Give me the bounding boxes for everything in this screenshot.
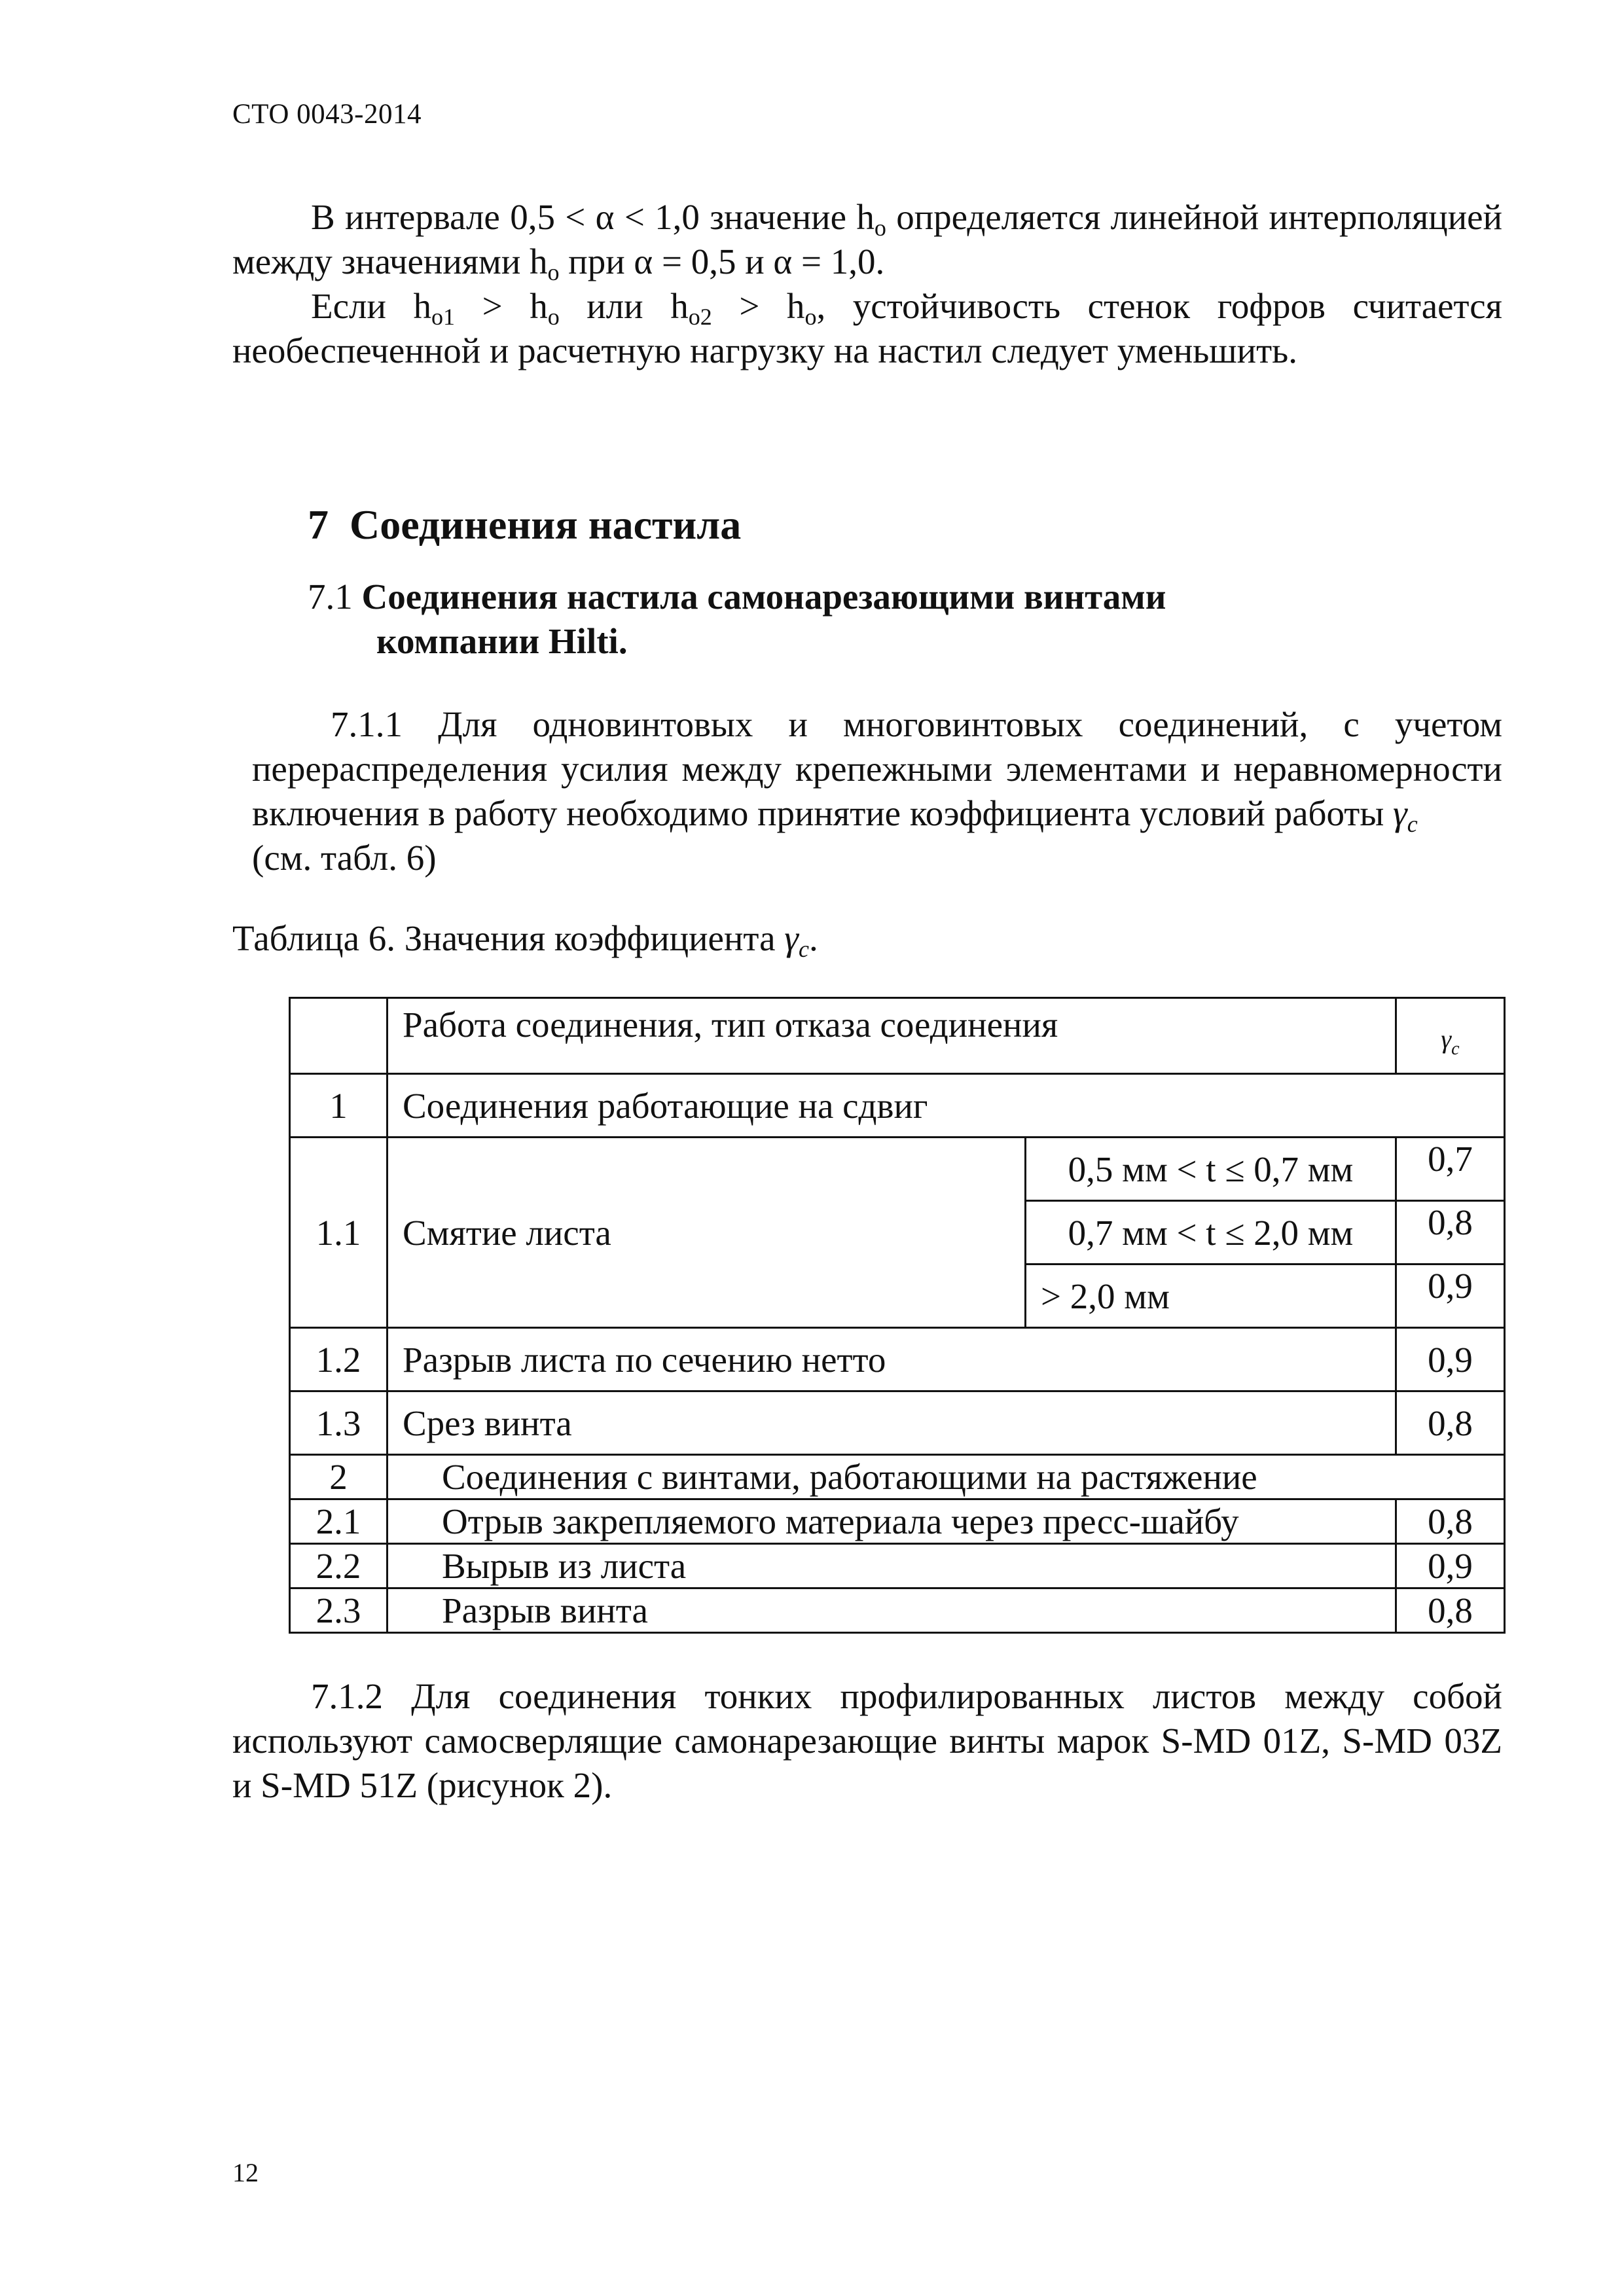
- table-row: 1.2 Разрыв листа по сечению нетто 0,9: [290, 1328, 1505, 1391]
- section-heading: 7 Соединения настила: [308, 501, 742, 548]
- page-number: 12: [232, 2158, 259, 2187]
- table-row: 1.1 Смятие листа 0,5 мм < t ≤ 0,7 мм 0,7: [290, 1138, 1505, 1201]
- table-row: 2.1 Отрыв закрепляемого материала через пресс-шайбу 0,8: [290, 1499, 1505, 1544]
- paragraph-7-1-1: 7.1.1 Для одновинтовых и многовинтовых соединений, с учетом перераспределения усилия между крепежными элементами и неравномерности включения в работу необходимо принятие коэффициента условий работы $\gamma_c$ (см. табл. 6): [252, 704, 1502, 878]
- table-header-work: Работа соединения, тип отказа соединения: [388, 998, 1396, 1074]
- subsection-heading: 7.1 Соединения настила самонарезающими винтами: [308, 577, 1166, 617]
- table-row: 2.2 Вырыв из листа 0,9: [290, 1544, 1505, 1588]
- table-row: 1 Соединения работающие на сдвиг: [290, 1074, 1505, 1138]
- table-header-num: [290, 998, 388, 1074]
- document-code: СТО 0043-2014: [232, 99, 422, 130]
- paragraph-interpolation: В интервале 0,5 < α < 1,0 значение $h_o$ определяется линейной интерполяцией между значениями $h_o$ при α = 0,5 и α = 1,0.: [232, 197, 1502, 285]
- subsection-heading-line2: компании Hilti.: [376, 621, 628, 661]
- table-header-row: [290, 998, 1505, 1074]
- paragraph-stability: Если $h_{o1} > h_o$ или $h_{o2} > h_o$, устойчивость стенок гофров считается необеспеченной и расчетную нагрузку на настил следует уменьшить.: [232, 286, 1502, 370]
- paragraph-7-1-2: 7.1.2 Для соединения тонких профилированных листов между собой используют самосверлящие самонарезающие винты марок S-MD 01Z, S-MD 03Z и S-MD 51Z (рисунок 2).: [232, 1676, 1502, 1805]
- coefficient-table: [289, 997, 1506, 1634]
- table-row: 2.3 Разрыв винта 0,8: [290, 1588, 1505, 1633]
- table-row: 2 Соединения с винтами, работающими на растяжение: [290, 1455, 1505, 1499]
- table-row: 0,7 мм < t ≤ 2,0 мм 0,8: [290, 1201, 1505, 1265]
- table-row: 1.3 Срез винта 0,8: [290, 1391, 1505, 1455]
- table-header-gamma: $\gamma_c$: [1396, 998, 1505, 1074]
- table-caption: Таблица 6. Значения коэффициента $\gamma_c$.: [232, 918, 818, 962]
- table-row: > 2,0 мм 0,9: [290, 1265, 1505, 1328]
